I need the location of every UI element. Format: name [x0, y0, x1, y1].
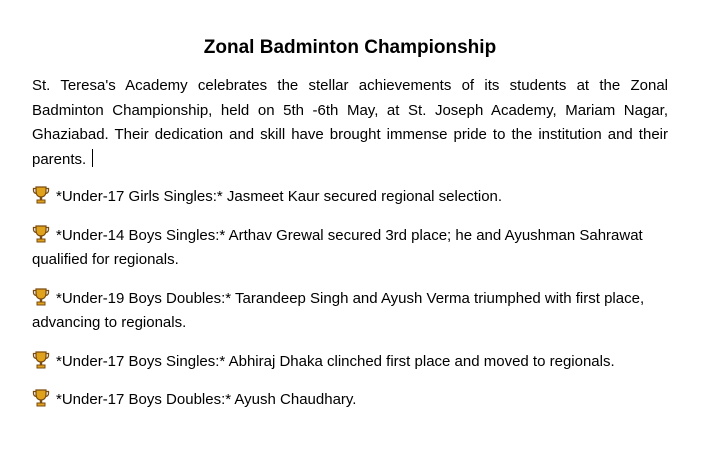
- text-cursor: [92, 149, 93, 167]
- list-item-text: *Under-17 Boys Singles:* Abhiraj Dhaka clinched first place and moved to regionals.: [56, 352, 615, 370]
- list-item-text: *Under-17 Boys Doubles:* Ayush Chaudhary.: [56, 391, 357, 408]
- trophy-icon: [32, 350, 50, 369]
- trophy-icon: [32, 224, 50, 243]
- list-item-text: *Under-14 Boys Singles:* Arthav Grewal secured 3rd place; he and Ayushman Sahrawat qualified for regionals.: [32, 226, 643, 268]
- list-item: [32, 388, 668, 413]
- intro-text: St. Teresa's Academy celebrates the stellar achievements of its students at the Zonal Badminton Championship, held on 5th -6th May, at St. Joseph Academy, Mariam Nagar, Ghaziabad. Their dedication and skill have brought immense pride to the institution and their parents.: [32, 77, 668, 168]
- intro-paragraph[interactable]: [32, 74, 668, 172]
- document-title: Zonal Badminton Championship: [203, 37, 497, 58]
- trophy-icon: [32, 287, 50, 306]
- list-item: [32, 224, 668, 273]
- document-page[interactable]: [32, 30, 668, 427]
- trophy-icon: [32, 185, 50, 204]
- list-item: [32, 185, 668, 210]
- trophy-icon: [32, 388, 50, 407]
- list-item: [32, 287, 668, 336]
- list-item: [32, 350, 668, 375]
- list-item-text: *Under-19 Boys Doubles:* Tarandeep Singh and Ayush Verma triumphed with first place, advancing to regionals.: [32, 289, 645, 331]
- list-item-text: *Under-17 Girls Singles:* Jasmeet Kaur secured regional selection.: [56, 188, 503, 205]
